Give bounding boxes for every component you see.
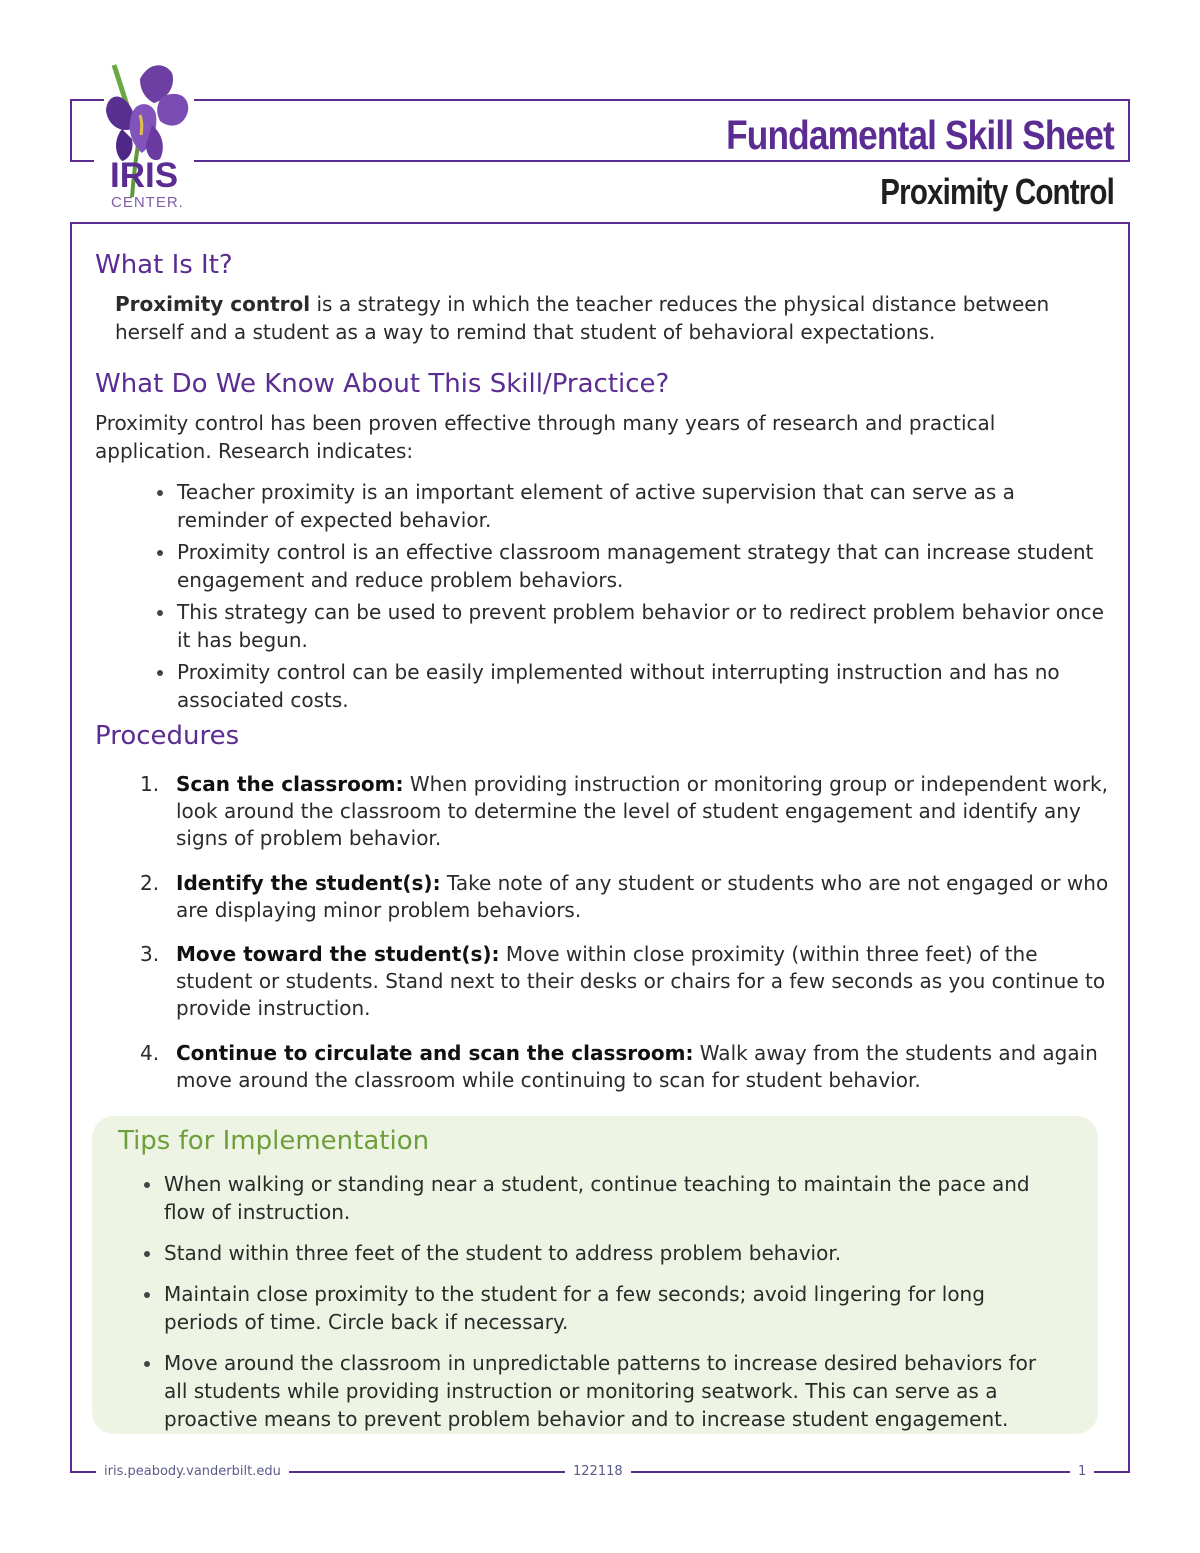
tips-heading: Tips for Implementation (118, 1126, 430, 1156)
what-is-it-text (115, 290, 1115, 346)
procedure-step (140, 870, 1115, 924)
footer-code: 122118 (565, 1464, 631, 1480)
iris-center-logo (92, 55, 202, 220)
page-number: 1 (1070, 1464, 1094, 1480)
what-we-know-intro: Proximity control has been proven effective through many years of research and practical application. Research indicates: (95, 411, 996, 463)
procedure-step (140, 941, 1115, 1022)
procedures-heading: Procedures (95, 721, 240, 751)
frame-header-bottom (70, 222, 1130, 224)
page-title: Fundamental Skill Sheet (726, 112, 1114, 158)
procedure-step (140, 1040, 1115, 1094)
tips-list (142, 1170, 1062, 1437)
frame-top (194, 99, 1130, 101)
step-lead: Continue to circulate and scan the classroom: (176, 1041, 694, 1065)
frame-left (70, 222, 72, 1472)
step-lead: Scan the classroom: (176, 772, 404, 796)
list-item: Maintain close proximity to the student for a few seconds; avoid lingering for long periods of time. Circle back if necessary. (142, 1280, 1062, 1336)
list-item: When walking or standing near a student, continue teaching to maintain the pace and flow of instruction. (142, 1170, 1062, 1226)
step-number: 4. (140, 1041, 160, 1065)
frame-mid (194, 160, 1130, 162)
research-list (155, 478, 1105, 718)
what-is-it-heading: What Is It? (95, 250, 233, 280)
step-text: Take note of any student or students who are not engaged or who are displaying minor problem behaviors. (176, 871, 1109, 922)
page-subtitle: Proximity Control (880, 171, 1114, 212)
list-item: This strategy can be used to prevent problem behavior or to redirect problem behavior once it has begun. (155, 598, 1105, 654)
list-item: Move around the classroom in unpredictable patterns to increase desired behaviors for all students while providing instruction or monitoring seatwork. This can serve as a proactive means to prevent problem behavior and to increase student engagement. (142, 1349, 1062, 1433)
step-lead: Identify the student(s): (176, 871, 441, 895)
step-text: When providing instruction or monitoring group or independent work, look around the classroom to determine the level of student engagement and identify any signs of problem behavior. (176, 772, 1108, 850)
step-number: 3. (140, 942, 160, 966)
list-item: Stand within three feet of the student to address problem behavior. (142, 1239, 1062, 1267)
logo-text: IRIS (110, 156, 179, 195)
step-text: Walk away from the students and again move around the classroom while continuing to scan for student behavior. (176, 1041, 1098, 1092)
step-number: 1. (140, 772, 160, 796)
list-item: Proximity control is an effective classroom management strategy that can increase student engagement and reduce problem behaviors. (155, 538, 1105, 594)
step-lead: Move toward the student(s): (176, 942, 500, 966)
frame-mid-left (70, 160, 94, 162)
procedure-step (140, 771, 1115, 852)
step-text: Move within close proximity (within three feet) of the student or students. Stand next to their desks or chairs for a few seconds as you continue to provide instruction. (176, 942, 1106, 1020)
what-we-know-heading: What Do We Know About This Skill/Practice? (95, 369, 670, 399)
frame-right-top (1128, 99, 1130, 162)
list-item: Proximity control can be easily implemented without interrupting instruction and has no associated costs. (155, 658, 1105, 714)
frame-left-top (70, 99, 72, 162)
step-number: 2. (140, 871, 160, 895)
logo-subtext: CENTER. (111, 194, 184, 211)
list-item: Teacher proximity is an important element of active supervision that can serve as a reminder of expected behavior. (155, 478, 1105, 534)
term: Proximity control (115, 292, 311, 316)
frame-right (1128, 222, 1130, 1472)
definition: is a strategy in which the teacher reduces the physical distance between herself and a student as a way to remind that student of behavioral expectations. (115, 292, 1050, 344)
footer-url: iris.peabody.vanderbilt.edu (96, 1464, 289, 1480)
